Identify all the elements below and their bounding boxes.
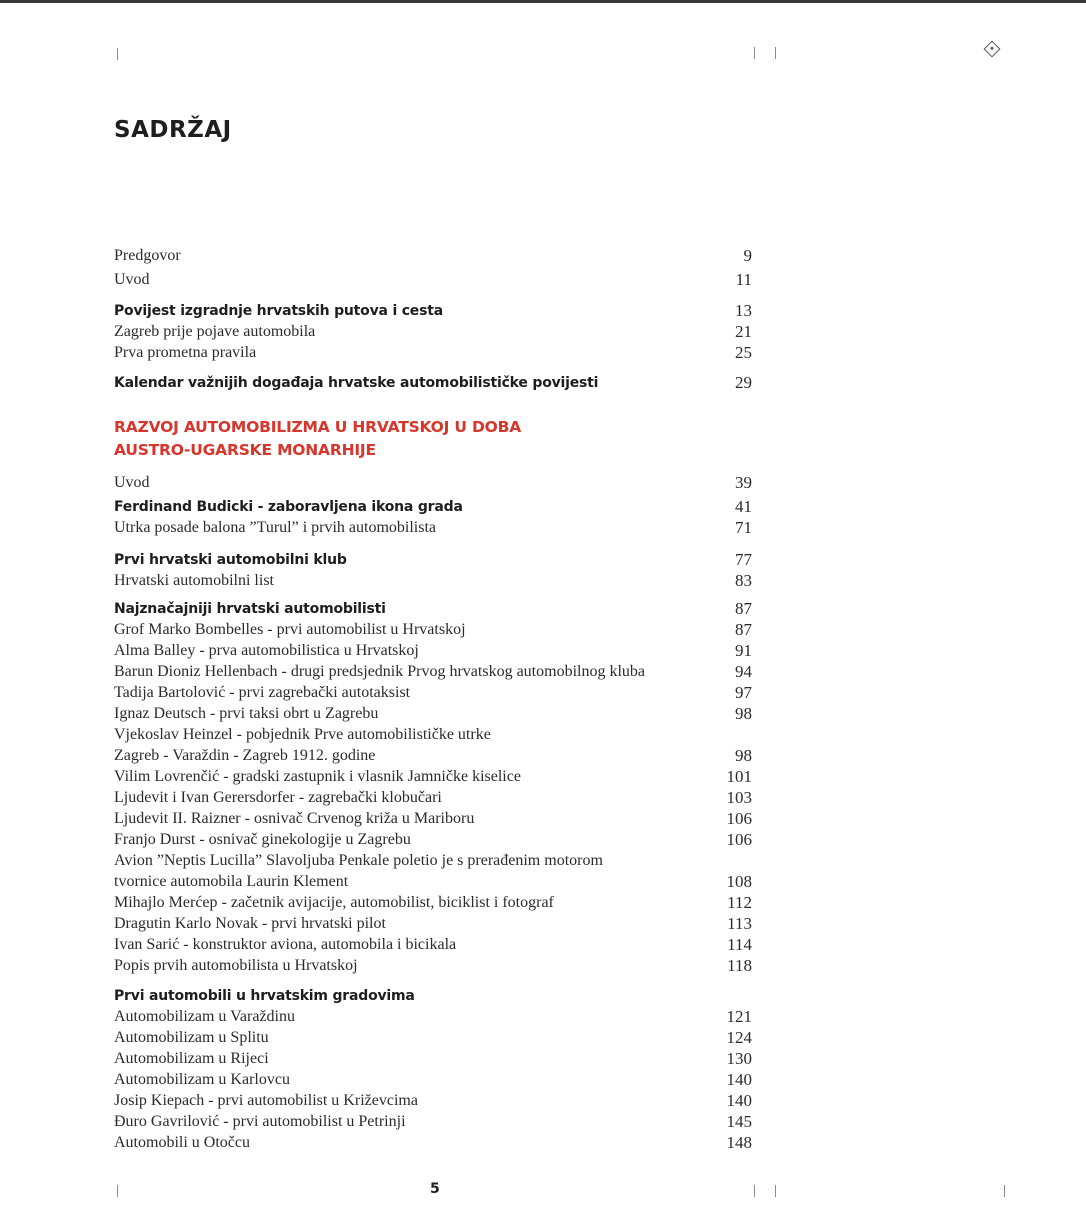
toc-entry-title: Prvi hrvatski automobilni klub xyxy=(114,552,347,568)
toc-entry-page: 9 xyxy=(743,246,752,265)
toc-entry-title: Automobilizam u Splitu xyxy=(114,1029,269,1046)
toc-entry xyxy=(114,322,754,344)
toc-entry-page: 130 xyxy=(726,1049,752,1068)
toc-entry xyxy=(114,788,754,810)
toc-entry-page: 118 xyxy=(727,956,752,975)
toc-entry-title: Alma Balley - prva automobilistica u Hrvatskoj xyxy=(114,642,419,659)
toc-entry-title: Utrka posade balona ”Turul” i prvih automobilista xyxy=(114,519,437,536)
toc-entry xyxy=(114,1049,754,1071)
toc-entry-page: 98 xyxy=(735,746,752,765)
toc-entry-title: Automobilizam u Rijeci xyxy=(114,1050,269,1067)
toc-entry-page: 94 xyxy=(735,662,752,681)
toc-entry xyxy=(114,914,754,936)
toc-entry xyxy=(114,1112,754,1134)
toc-entry xyxy=(114,851,754,873)
toc-entry-page: 112 xyxy=(727,893,752,912)
crop-mark xyxy=(775,1185,776,1197)
toc-entry-page: 83 xyxy=(735,571,752,590)
toc-entry-title: Uvod xyxy=(114,474,150,491)
page-number: 5 xyxy=(430,1181,440,1197)
toc-entry-page: 98 xyxy=(735,704,752,723)
toc-entry xyxy=(114,725,754,747)
toc-entry xyxy=(114,571,754,593)
toc-entry xyxy=(114,893,754,915)
toc-entry-title: Automobili u Otočcu xyxy=(114,1134,250,1151)
toc-entry-page: 148 xyxy=(726,1133,752,1152)
toc-entry-title: Tadija Bartolović - prvi zagrebački autotaksist xyxy=(114,684,411,701)
section-heading xyxy=(114,416,521,462)
toc-entry xyxy=(114,956,754,978)
toc-entry-page: 106 xyxy=(726,830,752,849)
toc-entry xyxy=(114,518,754,540)
toc-entry-title: Vjekoslav Heinzel - pobjednik Prve automobilističke utrke xyxy=(114,726,491,743)
toc-entry-title: Ivan Sarić - konstruktor aviona, automobila i bicikala xyxy=(114,936,457,953)
toc-entry-page: 29 xyxy=(735,373,752,392)
toc-entry-page: 11 xyxy=(735,270,752,289)
toc-entry-title: Josip Kiepach - prvi automobilist u Križevcima xyxy=(114,1092,418,1109)
toc-entry-page: 13 xyxy=(735,301,752,320)
toc-entry-title: Grof Marko Bombelles - prvi automobilist u Hrvatskoj xyxy=(114,621,466,638)
toc-entry-page: 108 xyxy=(726,872,752,891)
toc-entry-title: Predgovor xyxy=(114,247,181,264)
toc-entry-page: 140 xyxy=(726,1091,752,1110)
top-border xyxy=(0,0,1086,3)
toc-entry-page: 87 xyxy=(735,620,752,639)
toc-entry-page: 39 xyxy=(735,473,752,492)
toc-entry-page: 121 xyxy=(726,1007,752,1026)
page-title: SADRŽAJ xyxy=(114,117,232,143)
toc-entry-page: 91 xyxy=(735,641,752,660)
toc-entry-title: Automobilizam u Varaždinu xyxy=(114,1008,295,1025)
toc-entry xyxy=(114,246,754,268)
toc-entry-title: Najznačajniji hrvatski automobilisti xyxy=(114,601,386,617)
toc-entry-title: Ferdinand Budicki - zaboravljena ikona grada xyxy=(114,499,463,515)
toc-entry xyxy=(114,599,754,621)
toc-entry xyxy=(114,704,754,726)
toc-entry-title: Dragutin Karlo Novak - prvi hrvatski pilot xyxy=(114,915,386,932)
toc-entry-page: 25 xyxy=(735,343,752,362)
toc-entry-page: 106 xyxy=(726,809,752,828)
toc-entry xyxy=(114,1028,754,1050)
toc-entry xyxy=(114,641,754,663)
toc-entry-title: Uvod xyxy=(114,271,150,288)
toc-entry xyxy=(114,935,754,957)
toc-entry xyxy=(114,809,754,831)
toc-entry-title: Prvi automobili u hrvatskim gradovima xyxy=(114,988,415,1004)
toc-entry-title: Mihajlo Merćep - začetnik avijacije, automobilist, biciklist i fotograf xyxy=(114,894,554,911)
toc-entry-title: Automobilizam u Karlovcu xyxy=(114,1071,290,1088)
toc-entry xyxy=(114,1091,754,1113)
crop-mark xyxy=(775,47,776,59)
toc-entry-page: 103 xyxy=(726,788,752,807)
toc-entry-title: Đuro Gavrilović - prvi automobilist u Petrinji xyxy=(114,1113,406,1130)
toc-entry xyxy=(114,767,754,789)
toc-entry-page: 41 xyxy=(735,497,752,516)
toc-entry xyxy=(114,301,754,323)
toc-entry-title: Hrvatski automobilni list xyxy=(114,572,274,589)
toc-entry-page: 145 xyxy=(726,1112,752,1131)
toc-entry-page: 114 xyxy=(727,935,752,954)
toc-entry xyxy=(114,1133,754,1155)
toc-entry-title: Zagreb prije pojave automobila xyxy=(114,323,316,340)
toc-entry xyxy=(114,373,754,395)
toc-entry xyxy=(114,986,754,1008)
toc-entry xyxy=(114,683,754,705)
toc-entry-title: tvornice automobila Laurin Klement xyxy=(114,873,349,890)
toc-entry-title: Ljudevit i Ivan Gerersdorfer - zagrebački klobučari xyxy=(114,789,442,806)
section-heading-line: AUSTRO-UGARSKE MONARHIJE xyxy=(114,441,376,459)
toc-entry xyxy=(114,746,754,768)
toc-entry-page: 77 xyxy=(735,550,752,569)
toc-entry-page: 87 xyxy=(735,599,752,618)
crop-mark xyxy=(754,1185,755,1197)
toc-entry-page: 101 xyxy=(726,767,752,786)
toc-entry-title: Vilim Lovrenčić - gradski zastupnik i vlasnik Jamničke kiselice xyxy=(114,768,521,785)
toc-entry-page: 97 xyxy=(735,683,752,702)
toc-entry xyxy=(114,497,754,519)
toc-entry-page: 21 xyxy=(735,322,752,341)
toc-entry xyxy=(114,1007,754,1029)
toc-entry xyxy=(114,1070,754,1092)
toc-entry xyxy=(114,270,754,292)
toc-entry-title: Zagreb - Varaždin - Zagreb 1912. godine xyxy=(114,747,376,764)
toc-entry-page: 113 xyxy=(727,914,752,933)
toc-entry-title: Popis prvih automobilista u Hrvatskoj xyxy=(114,957,358,974)
toc-entry xyxy=(114,550,754,572)
crop-mark xyxy=(117,1185,118,1197)
section-heading-line: RAZVOJ AUTOMOBILIZMA U HRVATSKOJ U DOBA xyxy=(114,418,522,436)
registration-mark-icon xyxy=(984,41,1001,58)
toc-entry xyxy=(114,872,754,894)
toc-entry xyxy=(114,662,754,684)
toc-entry-title: Barun Dioniz Hellenbach - drugi predsjednik Prvog hrvatskog automobilnog kluba xyxy=(114,663,646,680)
toc-entry-title: Prva prometna pravila xyxy=(114,344,257,361)
crop-mark xyxy=(754,47,755,59)
toc-entry-title: Kalendar važnijih događaja hrvatske automobilističke povijesti xyxy=(114,375,599,391)
crop-mark xyxy=(117,48,118,60)
toc-entry xyxy=(114,473,754,495)
toc-entry-title: Avion ”Neptis Lucilla” Slavoljuba Penkale poletio je s prerađenim motorom xyxy=(114,852,603,869)
toc-entry-title: Ljudevit II. Raizner - osnivač Crvenog križa u Mariboru xyxy=(114,810,475,827)
crop-mark xyxy=(1004,1185,1005,1197)
toc-entry-page: 71 xyxy=(735,518,752,537)
toc-entry-page: 140 xyxy=(726,1070,752,1089)
toc-entry xyxy=(114,830,754,852)
toc-entry-page: 124 xyxy=(726,1028,752,1047)
toc-entry xyxy=(114,343,754,365)
toc-entry-title: Franjo Durst - osnivač ginekologije u Zagrebu xyxy=(114,831,411,848)
toc-entry-title: Povijest izgradnje hrvatskih putova i cesta xyxy=(114,303,443,319)
toc-entry xyxy=(114,620,754,642)
toc-entry-title: Ignaz Deutsch - prvi taksi obrt u Zagrebu xyxy=(114,705,379,722)
